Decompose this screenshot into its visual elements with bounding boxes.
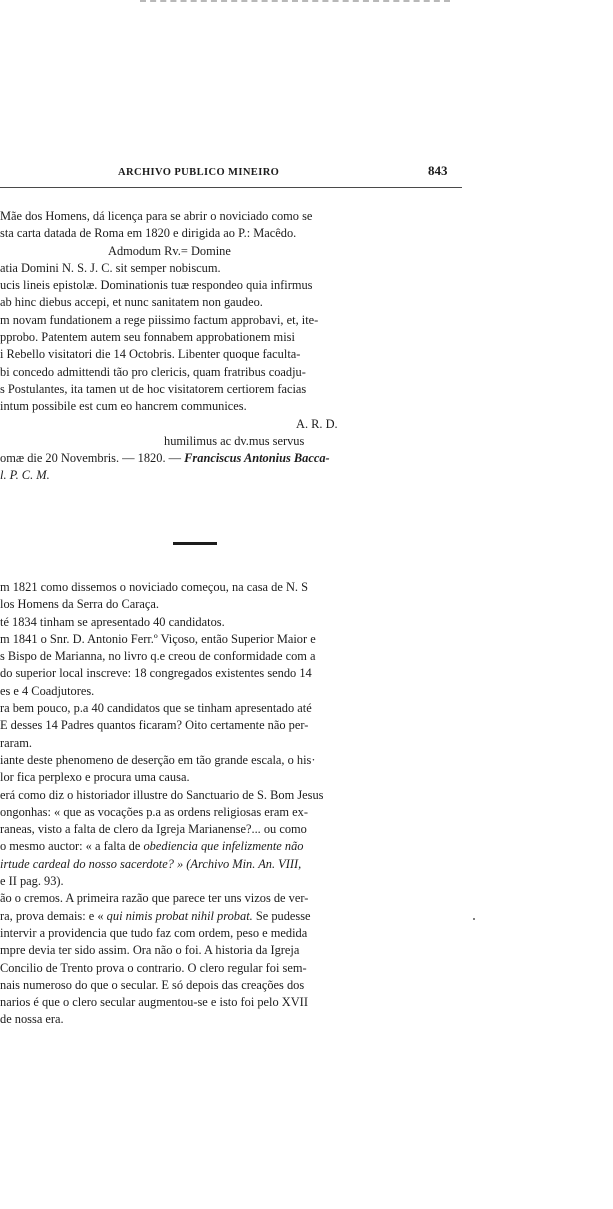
letter-line: ab hinc diebus accepi, et nunc sanitatem non gaudeo. (0, 295, 263, 310)
letter-signoff: humilimus ac dv.mus servus (164, 433, 305, 448)
text-line: ongonhas: « que as vocações p.a as ordens religiosas eram ex- (0, 804, 308, 819)
text-line: los Homens da Serra do Caraça. (0, 597, 159, 612)
letter-line: ucis lineis epistolæ. Dominationis tuæ respondeo quia infirmus (0, 278, 313, 293)
page-header (0, 163, 613, 183)
text-line: nais numeroso do que o secular. E só depois das creações dos (0, 977, 305, 992)
letter-line: atia Domini N. S. J. C. sit semper nobiscum. (0, 260, 221, 275)
text-line: ra bem pouco, p.a 40 candidatos que se tinham apresentado até (0, 701, 312, 716)
text-line: E desses 14 Padres quantos ficaram? Oito certamente não per- (0, 718, 309, 733)
italic-quote: obediencia que infelizmente não (143, 839, 304, 854)
top-dashed-border (140, 0, 450, 5)
latin-letter (0, 208, 470, 485)
text-segment: Se pudesse (255, 908, 311, 923)
letter-signer: Franciscus Antonius Bacca- (184, 451, 330, 466)
letter-salutation: Admodum Rv.= Domine (108, 243, 231, 258)
text-line: raram. (0, 735, 32, 750)
text-line: ão o cremos. A primeira razão que parece ter uns vizos de ver- (0, 891, 309, 906)
text-line-with-quote (0, 908, 470, 925)
letter-line: intum possibile est cum eo hancrem communices. (0, 399, 247, 414)
letter-closing: A. R. D. (296, 416, 338, 431)
letter-date-line (0, 450, 470, 467)
text-line: m 1821 como dissemos o noviciado começou, na casa de N. S (0, 580, 308, 594)
text-line: s Bispo de Marianna, no livro q.e creou de conformidade com a (0, 649, 316, 664)
letter-date: omæ die 20 Novembris. — 1820. — (0, 451, 182, 466)
letter-line: pprobo. Patentem autem seu fonnabem approbationem misi (0, 330, 295, 345)
text-line: iante deste phenomeno de deserção em tão grande escala, o his· (0, 752, 316, 767)
page-number: 843 (428, 163, 448, 178)
italic-quote-continued: irtude cardeal do nosso sacerdote? » (Archivo Min. An. VIII, (0, 856, 302, 871)
letter-line: s Postulantes, ita tamen ut de hoc visitatorem certiorem facias (0, 381, 307, 396)
text-line: do superior local inscreve: 18 congregados existentes sendo 14 (0, 666, 312, 681)
text-line: raneas, visto a falta de clero da Igreja Marianense?... ou como (0, 822, 307, 837)
letter-line: i Rebello visitatori die 14 Octobris. Libenter quoque faculta- (0, 347, 301, 362)
main-text (0, 579, 470, 1029)
text-segment: ra, prova demais: e « (0, 908, 104, 923)
italic-quote: qui nimis probat nihil probat. (106, 908, 253, 923)
running-title: ARCHIVO PUBLICO MINEIRO (118, 167, 280, 178)
text-line-with-quote (0, 838, 470, 855)
text-segment: o mesmo auctor: « a falta de (0, 839, 141, 854)
ink-speck (473, 918, 475, 920)
intro-line: Mãe dos Homens, dá licença para se abrir o noviciado como se (0, 209, 313, 223)
header-rule (0, 187, 462, 188)
intro-line: sta carta datada de Roma em 1820 e dirigida ao P.: Macêdo. (0, 226, 297, 241)
letter-signer-continued: l. P. C. M. (0, 468, 50, 483)
text-line: intervir a providencia que tudo faz com ordem, peso e medida (0, 925, 308, 940)
text-line: narios é que o clero secular augmentou-se e isto foi pelo XVII (0, 995, 308, 1010)
text-line: de nossa era. (0, 1012, 64, 1027)
section-separator (173, 542, 217, 545)
letter-line: bi concedo admittendi tão pro clericis, quam fratribus coadju- (0, 364, 306, 379)
text-line: té 1834 tinham se apresentado 40 candidatos. (0, 614, 225, 629)
text-line: lor fica perplexo e procura uma causa. (0, 770, 190, 785)
text-line: m 1841 o Snr. D. Antonio Ferr.º Viçoso, então Superior Maior e (0, 631, 316, 646)
text-line: es e 4 Coadjutores. (0, 683, 95, 698)
text-line: Concilio de Trento prova o contrario. O clero regular foi sem- (0, 960, 307, 975)
text-line: e II pag. 93). (0, 874, 64, 889)
text-line: mpre devia ter sido assim. Ora não o foi. A historia da Igreja (0, 943, 300, 958)
text-line: erá como diz o historiador illustre do Sanctuario de S. Bom Jesus (0, 787, 324, 802)
letter-line: m novam fundationem a rege piissimo factum approbavi, et, ite- (0, 312, 319, 327)
